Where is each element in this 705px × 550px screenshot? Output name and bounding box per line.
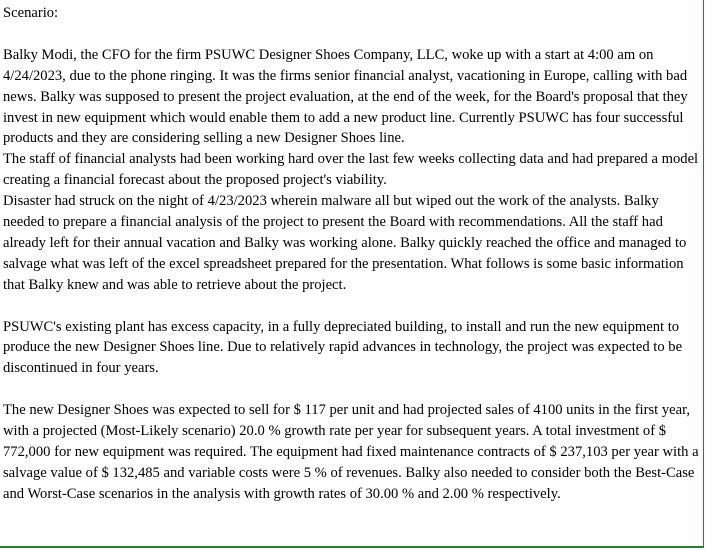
scenario-heading: Scenario: bbox=[3, 5, 59, 21]
paragraph-intro: Balky Modi, the CFO for the firm PSUWC Designer Shoes Company, LLC, woke up with a start at 4:00 am on 4/24/2023, due to the phone ringing. It was the firms senior financial analyst, vacationing in Europe, calling with bad news. Balky was supposed to present the project evaluation, at the end of the week, for the Board's proposal that they invest in new equipment which would enable them to add a new product line. Currently PSUWC has four successful products and they are considering selling a new Designer Shoes line. bbox=[3, 46, 688, 147]
paragraph-staff: The staff of financial analysts had been working hard over the last few weeks collecting data and had prepared a model creating a financial forecast about the proposed project's viability. bbox=[3, 151, 699, 189]
blank-line bbox=[3, 296, 703, 317]
blank-line bbox=[3, 379, 703, 400]
scenario-text-block bbox=[3, 3, 703, 505]
blank-line bbox=[3, 24, 703, 45]
paragraph-plant: PSUWC's existing plant has excess capacity, in a fully depreciated building, to install and run the new equipment to produce the new Designer Shoes line. Due to relatively rapid advances in technology, the project was expected to be discontinued in four years. bbox=[3, 318, 683, 377]
paragraph-disaster: Disaster had struck on the night of 4/23/2023 wherein malware all but wiped out the work of the analysts. Balky needed to prepare a financial analysis of the project to present the Board with recommendations. All the staff had already left for their annual vacation and Balky was working alone. Balky quickly reached the office and managed to salvage what was left of the excel spreadsheet prepared for the presentation. What follows is some basic information that Balky knew and was able to retrieve about the project. bbox=[3, 193, 687, 293]
paragraph-financials: The new Designer Shoes was expected to sell for $ 117 per unit and had projected sales of 4100 units in the first year, with a projected (Most-Likely scenario) 20.0 % growth rate per year for subsequent years. A total investment of $ 772,000 for new equipment was required. The equipment had fixed maintenance contracts of $ 237,103 per year with a salvage value of $ 132,485 and variable costs were 5 % of revenues. Balky also needed to consider both the Best-Case and Worst-Case scenarios in the analysis with growth rates of 30.00 % and 2.00 % respectively. bbox=[3, 402, 699, 502]
